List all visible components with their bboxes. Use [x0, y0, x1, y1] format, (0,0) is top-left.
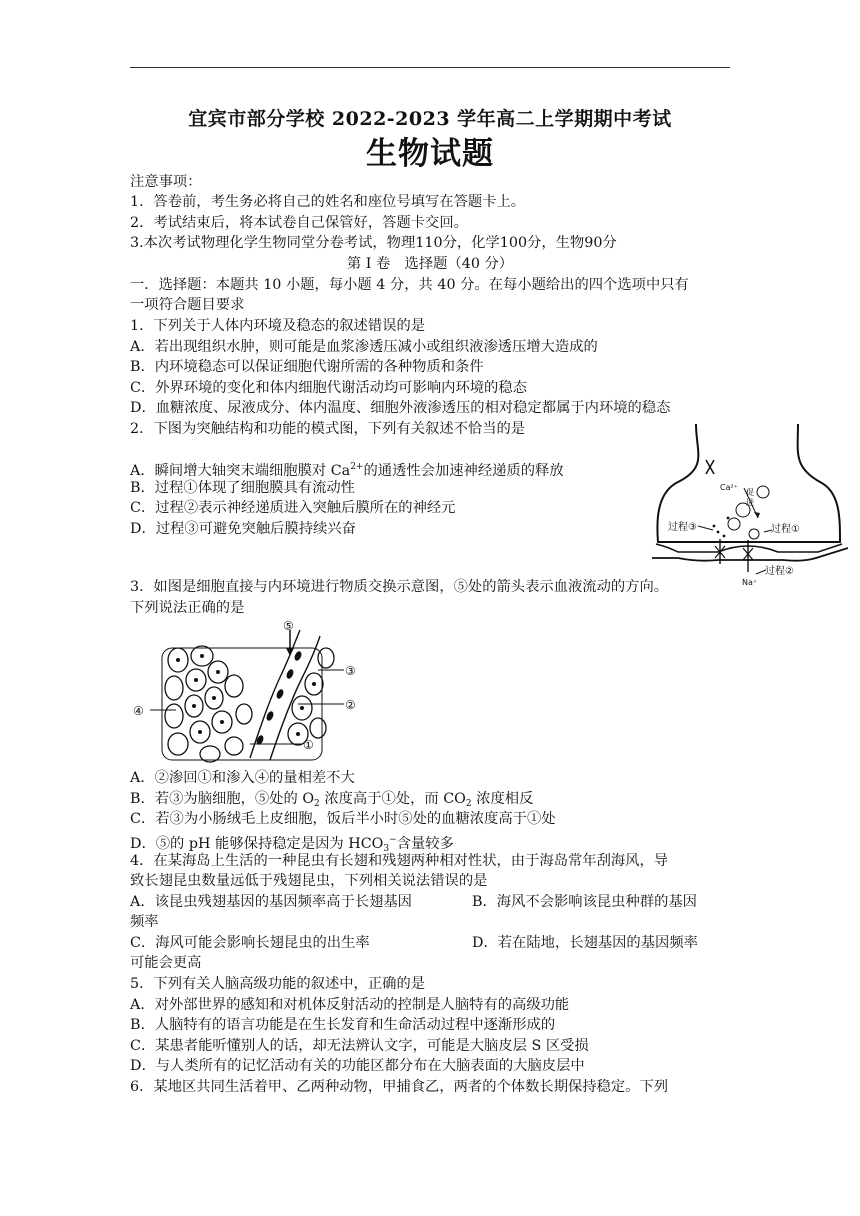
question-stem: 致长翅昆虫数量远低于残翅昆虫，下列相关说法错误的是	[130, 873, 488, 889]
synapse-figure	[648, 422, 850, 590]
option-c: C．若③为小肠绒毛上皮细胞，饭后半小时⑤处的血糖浓度高于①处	[130, 811, 556, 827]
section-intro: 一．选择题：本题共 10 小题，每小题 4 分，共 40 分。在每小题给出的四个选项中只有	[130, 277, 689, 293]
option-b: B．内环境稳态可以保证细胞代谢所需的各种物质和条件	[130, 359, 484, 375]
notice-item: 3.本次考试物理化学生物同堂分卷考试，物理110分，化学100分，生物90分	[130, 235, 617, 251]
svg-text:Ca²⁺: Ca²⁺	[720, 483, 738, 492]
option-c: C．某患者能听懂别人的话，却无法辨认文字，可能是大脑皮层 S 区受损	[130, 1038, 589, 1054]
question-stem: 6．某地区共同生活着甲、乙两种动物，甲捕食乙，两者的个体数长期保持稳定。下列	[130, 1079, 669, 1095]
svg-text:②: ②	[345, 698, 356, 712]
option-c: C．外界环境的变化和体内细胞代谢活动均可影响内环境的稳态	[130, 380, 527, 396]
option-d: D．过程③可避免突触后膜持续兴奋	[130, 521, 356, 537]
svg-text:过程②: 过程②	[765, 566, 794, 577]
option-b: B．人脑特有的语言功能是在生长发育和生命活动过程中逐渐形成的	[130, 1017, 556, 1033]
cell-exchange-figure	[130, 618, 370, 766]
option-c: C．海风可能会影响长翅昆虫的出生率	[130, 935, 370, 951]
svg-text:①: ①	[303, 738, 314, 752]
exam-title: 宜宾市部分学校 2022-2023 学年高二上学期期中考试	[188, 108, 672, 130]
section-intro: 一项符合题目要求	[130, 297, 245, 313]
option-d: D．若在陆地，长翅基因的基因频率	[472, 935, 698, 951]
svg-text:过程③: 过程③	[668, 522, 697, 533]
notice-item: 2．考试结束后，将本试卷自己保管好，答题卡交回。	[130, 215, 468, 231]
question-stem: 3．如图是细胞直接与内环境进行物质交换示意图，⑤处的箭头表示血液流动的方向。	[130, 579, 669, 595]
option-b: B．过程①体现了细胞膜具有流动性	[130, 480, 355, 496]
option-a: A．该昆虫残翅基因的基因频率高于长翅基因	[130, 894, 412, 910]
option-b-continued: 频率	[130, 914, 159, 930]
option-row	[130, 933, 698, 953]
notice-heading: 注意事项：	[130, 174, 202, 190]
option-a: A．瞬间增大轴突末端细胞膜对 $Ca^{2+}$的通透性会加速神经递质的释放	[130, 462, 564, 479]
question-stem: 2．下图为突触结构和功能的模式图，下列有关叙述不恰当的是	[130, 421, 526, 437]
option-d-continued: 可能会更高	[130, 955, 202, 971]
option-row	[130, 892, 697, 912]
question-stem: 4．在某海岛上生活的一种昆虫有长翅和残翅两种相对性状，由于海岛常年刮海风，导	[130, 853, 669, 869]
question-stem: 5．下列有关人脑高级功能的叙述中，正确的是	[130, 976, 426, 992]
question-stem: 下列说法正确的是	[130, 600, 245, 616]
svg-text:Na⁺: Na⁺	[742, 578, 758, 587]
subject-title: 生物试题	[366, 136, 494, 172]
option-b: B．若③为脑细胞，⑤处的 $O_2$ 浓度高于①处，而 $CO_2$ 浓度相反	[130, 791, 534, 809]
option-c: C．过程②表示神经递质进入突触后膜所在的神经元	[130, 500, 456, 516]
svg-text:④: ④	[133, 704, 144, 718]
notice-item: 1．答卷前，考生务必将自己的姓名和座位号填写在答题卡上。	[130, 194, 526, 210]
option-a: A．若出现组织水肿，则可能是血浆渗透压减小或组织液渗透压增大造成的	[130, 339, 598, 355]
svg-text:③: ③	[345, 664, 356, 678]
section-title: 第 I 卷 选择题（40 分）	[346, 256, 514, 272]
svg-text:进: 进	[746, 498, 754, 507]
option-b: B．海风不会影响该昆虫种群的基因	[472, 894, 697, 910]
option-d: D．⑤的 pH 能够保持稳定是因为 $HCO_3^-$含量较多	[130, 835, 454, 854]
svg-text:过程①: 过程①	[771, 524, 800, 535]
svg-text:⑤: ⑤	[283, 619, 294, 633]
option-a: A．②渗回①和渗入④的量相差不大	[130, 770, 355, 786]
option-a: A．对外部世界的感知和对机体反射活动的控制是人脑特有的高级功能	[130, 997, 570, 1013]
header-rule	[130, 67, 730, 68]
option-d: D．血糖浓度、尿液成分、体内温度、细胞外液渗透压的相对稳定都属于内环境的稳态	[130, 400, 671, 416]
svg-text:促: 促	[746, 488, 754, 497]
question-stem: 1．下列关于人体内环境及稳态的叙述错误的是	[130, 318, 426, 334]
option-d: D．与人类所有的记忆活动有关的功能区都分布在大脑表面的大脑皮层中	[130, 1058, 585, 1074]
